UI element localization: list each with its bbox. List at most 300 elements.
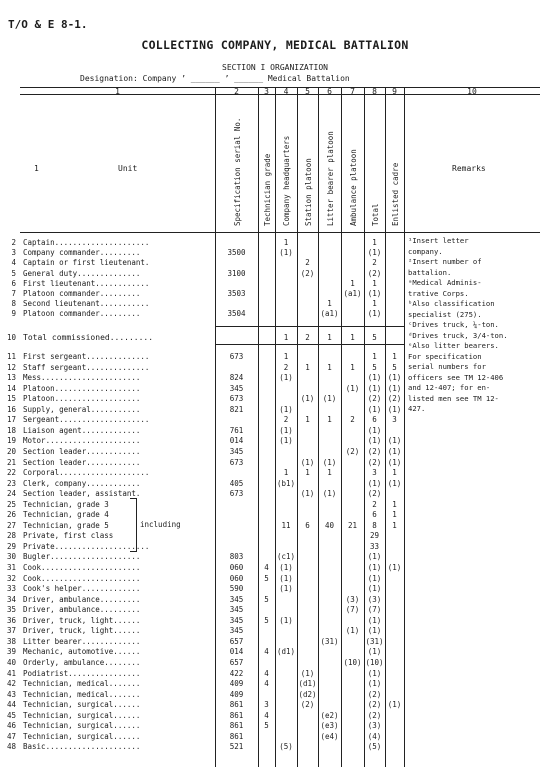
unit-label: Driver, ambulance......... [23,594,141,604]
station-platoon-cell: 2 [305,258,310,268]
litter-bearer-cell: (e2) [320,710,339,720]
serial-number: 345 [229,594,244,604]
unit-label: Litter bearer............. [23,636,141,646]
total-cell: 8 [372,520,377,530]
total-header: Total [370,203,380,226]
litter-bearer-cell: (e3) [320,721,339,731]
litter-bearer-cell: (1) [322,394,337,404]
unit-label: First sergeant.............. [23,352,150,361]
row-number: 6 [11,278,16,288]
unit-header: Unit [118,164,138,173]
row-number: 43 [6,689,16,699]
row-number: 30 [6,552,16,562]
total-cell: (1) [367,373,382,383]
company-hq-cell: 2 [283,362,289,372]
litter-bearer-cell: 1 [327,415,332,425]
unit-label: Technician, grade 3 [23,499,109,509]
total-cell: (1) [367,626,382,636]
remarks-line: trative Corps. [408,288,469,298]
tech-grade-cell: 5 [264,721,269,731]
row-number: 21 [6,457,16,467]
serial-number: 3504 [227,309,246,319]
serial-number: 673 [229,489,244,499]
litter-bearer-cell: 1 [327,362,332,372]
serial-number: 014 [229,647,244,657]
total-cell: 1 [372,278,377,288]
unit-label: Platoon................... [23,383,141,393]
row-number: 11 [6,352,16,361]
unit-label: Technician, medical....... [23,689,141,699]
station-platoon-header: Station platoon [303,158,313,226]
row-number: 41 [6,668,16,678]
remarks-line: For specification [408,351,482,361]
unit-label: Driver, truck, light...... [23,626,141,636]
total-cell: (1) [367,436,382,446]
company-hq-cell: (1) [279,436,293,446]
ambulance-platoon-header: Ambulance platoon [348,149,358,226]
row-number: 36 [6,615,16,625]
column-rule [385,87,386,767]
unit-label: Cook...................... [23,573,141,583]
station-platoon-cell: 2 [305,333,310,342]
unit-label: Clerk, company............ [23,478,141,488]
unit-label: Staff sergeant.............. [23,362,150,372]
company-hq-cell: (1) [279,573,293,583]
serial-number: 673 [229,352,244,361]
station-platoon-cell: (1) [300,489,315,499]
total-cell: (2) [367,394,382,404]
column-number: 2 [234,87,239,96]
total-cell: (3) [367,721,382,731]
total-cell: 5 [372,362,377,372]
unit-label: Mess...................... [23,373,141,383]
column-number: 6 [327,87,332,96]
unit-label: Captain..................... [23,238,150,247]
column-rule [318,87,319,767]
row-number-header: 1 [34,164,39,173]
total-cell: (1) [367,425,382,435]
ambulance-platoon-cell: 1 [350,362,355,372]
remarks-line: 427. [408,404,426,413]
row-number: 14 [6,383,16,393]
serial-number: 821 [229,404,244,414]
station-platoon-cell: (2) [300,268,315,278]
row-number: 17 [6,415,16,425]
total-cell: 33 [369,541,380,551]
row-number: 45 [6,710,16,720]
enlisted-cadre-cell: 1 [392,520,397,530]
total-cell: (2) [367,700,382,710]
total-cell: (7) [367,605,382,615]
column-rule [258,87,259,767]
unit-label: Technician, surgical...... [23,700,141,710]
column-number: 1 [115,87,120,96]
remarks-line: ¹Insert letter [408,236,469,245]
enlisted-cadre-cell: (1) [387,700,402,710]
litter-bearer-cell: 1 [327,333,332,342]
row-number: 32 [6,573,16,583]
column-number: 8 [372,87,377,96]
remarks-line: ᶜDrives truck, ¼-ton. [408,320,499,329]
unit-label: Private..................... [23,541,150,551]
total-cell: (1) [367,309,382,319]
station-platoon-cell: 1 [305,362,310,372]
unit-label: Cook...................... [23,563,141,572]
station-platoon-cell: (1) [300,394,315,404]
serial-number: 861 [229,721,244,731]
total-cell: (1) [367,584,382,594]
column-rule [404,87,405,767]
ambulance-platoon-cell: (1) [345,383,360,393]
ambulance-platoon-cell: (7) [345,605,360,615]
enlisted-cadre-cell: (1) [387,478,402,488]
unit-label: Company commander......... [23,248,141,258]
company-hq-cell: 11 [281,520,291,530]
company-hq-cell: (1) [279,404,293,414]
serial-number: 3500 [227,248,246,258]
row-number: 31 [6,563,16,572]
row-number: 44 [6,700,16,710]
company-hq-cell: (1) [279,373,293,383]
unit-label: General duty.............. [23,268,141,278]
document-title: COLLECTING COMPANY, MEDICAL BATTALION [141,38,409,52]
station-platoon-cell: (2) [300,700,315,710]
unit-label: Captain or first lieutenant. [23,258,150,268]
total-cell: (3) [367,594,382,604]
serial-number: 060 [229,563,244,572]
remarks-line: battalion. [408,267,452,277]
row-number: 19 [6,436,16,446]
serial-number: 761 [229,425,244,435]
enlisted-cadre-cell: 1 [392,499,397,509]
company-hq-cell: (1) [279,425,293,435]
row-number: 15 [6,394,16,404]
serial-number: 657 [229,636,244,646]
row-number: 16 [6,404,16,414]
remarks-line: company. [408,246,443,256]
unit-label: Technician, surgical...... [23,710,141,720]
row-number: 39 [6,647,16,657]
company-hq-cell: (b1) [276,478,296,488]
unit-label: Section leader............ [23,446,141,456]
row-number: 22 [6,468,16,478]
row-number: 29 [6,541,16,551]
station-platoon-cell: (d1) [298,679,317,689]
row-number: 7 [11,289,16,298]
enlisted-cadre-cell: (1) [387,457,402,467]
serial-number: 824 [229,373,244,383]
enlisted-cadre-cell: 1 [392,468,397,478]
section-title: SECTION I ORGANIZATION [222,63,328,72]
total-commissioned-top-rule [215,326,404,327]
litter-bearer-cell: 1 [327,299,332,309]
unit-label: Driver, ambulance......... [23,605,141,615]
column-number: 3 [264,87,269,96]
company-hq-header: Company headquarters [282,135,291,226]
unit-label: Second lieutenant........... [23,299,150,309]
unit-label: Private, first class [23,531,114,541]
total-cell: (1) [367,404,382,414]
unit-label: Platoon commander......... [23,309,141,319]
total-cell: (1) [367,647,382,657]
serial-header: Specification serial No. [232,117,242,226]
row-number: 37 [6,626,16,636]
serial-number: 060 [229,573,244,583]
litter-bearer-header: Litter bearer platoon [325,131,335,226]
total-cell: (5) [367,742,382,752]
serial-number: 405 [229,478,244,488]
ambulance-platoon-cell: (3) [345,594,360,604]
unit-label: Platoon................... [23,394,141,404]
station-platoon-cell: 6 [305,520,310,530]
enlisted-cadre-cell: 1 [392,510,397,520]
serial-number: 590 [229,584,244,594]
tech-grade-header: Technician grade [262,153,272,226]
total-cell: 1 [372,299,377,309]
serial-number: 345 [229,615,244,625]
company-hq-cell: 1 [283,468,289,478]
unit-label: Total commissioned......... [23,333,154,342]
row-number: 24 [6,489,16,499]
total-cell: (2) [367,457,382,467]
serial-number: 657 [229,657,244,667]
enlisted-cadre-cell: 3 [392,415,397,425]
enlisted-cadre-cell: 1 [392,352,397,361]
unit-label: Cook's helper............. [23,584,141,594]
tech-grade-cell: 5 [264,615,269,625]
row-number: 2 [11,238,16,247]
enlisted-cadre-cell: (1) [387,373,402,383]
serial-number: 861 [229,710,244,720]
tech-grade-cell: 4 [264,647,269,657]
row-number: 3 [11,248,16,258]
total-cell: (31) [365,636,384,646]
tech-grade-cell: 3 [264,700,269,710]
company-hq-cell: 2 [283,415,289,425]
total-cell: 5 [372,333,377,342]
total-cell: (1) [367,563,382,572]
row-number: 18 [6,425,16,435]
remarks-line: listed men see TM 12- [408,393,499,403]
enlisted-cadre-cell: (1) [387,404,402,414]
serial-number: 673 [229,457,244,467]
station-platoon-cell: (1) [300,457,315,467]
serial-number: 3100 [227,268,246,278]
row-number: 27 [6,520,16,530]
serial-number: 422 [229,668,244,678]
row-number: 9 [11,309,16,319]
litter-bearer-cell: (e4) [320,731,339,741]
row-number: 26 [6,510,16,520]
unit-label: Technician, surgical...... [23,721,141,731]
serial-number: 345 [229,626,244,636]
remarks-header: Remarks [452,164,486,173]
enlisted-cadre-cell: (2) [387,394,402,404]
total-cell: (2) [367,689,382,699]
enlisted-cadre-cell: (1) [387,563,402,572]
serial-number: 345 [229,383,244,393]
enlisted-cadre-cell: (1) [387,446,402,456]
unit-label: Technician, surgical...... [23,731,141,741]
unit-label: Liaison agent............. [23,425,141,435]
enlisted-cadre-header: Enlisted cadre [390,162,400,226]
remarks-line: ²Insert number of [408,257,482,266]
ambulance-platoon-cell: 1 [350,333,355,342]
unit-label: Sergeant.................... [23,415,150,425]
unit-label: Corporal.................... [23,468,150,478]
unit-label: Bugler.................... [23,552,141,562]
ambulance-platoon-cell: (2) [345,446,360,456]
total-cell: (1) [367,679,382,689]
row-number: 47 [6,731,16,741]
unit-label: Orderly, ambulance........ [23,657,141,667]
station-platoon-cell: 1 [305,415,310,425]
column-number: 10 [467,87,477,96]
company-hq-cell: 1 [283,333,289,342]
station-platoon-cell: (d2) [298,689,317,699]
total-cell: 6 [372,510,377,520]
tech-grade-cell: 4 [264,710,269,720]
column-number: 9 [392,87,397,96]
total-cell: 2 [372,499,377,509]
row-number: 46 [6,721,16,731]
company-hq-cell: (d1) [276,647,296,657]
total-cell: (1) [367,478,382,488]
total-cell: (2) [367,710,382,720]
ambulance-platoon-cell: (1) [345,626,360,636]
total-cell: (2) [367,446,382,456]
total-cell: (1) [367,289,382,298]
column-rule [297,87,298,767]
unit-label: First lieutenant............ [23,278,150,288]
company-hq-cell: (1) [279,563,293,572]
serial-number: 861 [229,731,244,741]
total-cell: (1) [367,668,382,678]
company-hq-cell: (1) [279,584,293,594]
company-hq-cell: 1 [283,352,289,361]
total-cell: 29 [369,531,380,541]
litter-bearer-cell: (a1) [320,309,339,319]
total-cell: (4) [367,731,382,741]
total-cell: (10) [365,657,384,667]
column-number: 5 [305,87,310,96]
serial-number: 673 [229,394,244,404]
company-hq-cell: (1) [279,248,293,258]
unit-label: Technician, grade 4 [23,510,109,520]
remarks-line: serial numbers for [408,362,486,371]
tech-grade-cell: 4 [264,563,269,572]
tech-grade-cell: 4 [264,679,269,689]
row-number: 34 [6,594,16,604]
total-commissioned-bottom-rule [215,344,404,345]
row-number: 40 [6,657,16,667]
document-code: T/O & E 8-1. [8,18,88,31]
litter-bearer-cell: (1) [322,489,337,499]
remarks-line: ᵇAlso classification [408,299,495,308]
total-cell: 6 [372,415,377,425]
unit-label: Technician, grade 5 [23,520,109,530]
total-cell: (1) [367,248,382,258]
column-number: 7 [350,87,355,96]
ambulance-platoon-cell: (10) [343,657,362,667]
remarks-line: ᵈDrives truck, 3/4-ton. [408,330,508,340]
row-number: 42 [6,679,16,689]
tech-grade-cell: 4 [264,668,269,678]
litter-bearer-cell: 40 [324,520,335,530]
serial-number: 861 [229,700,244,710]
column-number: 4 [283,87,289,96]
litter-bearer-cell: 1 [327,468,332,478]
company-hq-cell: 1 [283,238,289,247]
serial-number: 345 [229,605,244,615]
row-number: 4 [11,258,16,268]
litter-bearer-cell: (1) [322,457,337,467]
organization-table [0,84,550,767]
unit-label: Podiatrist................ [23,668,141,678]
unit-label: Technician, medical....... [23,679,141,689]
including-label: including [140,519,181,529]
serial-number: 409 [229,679,244,689]
row-number: 23 [6,478,16,488]
serial-number: 409 [229,689,244,699]
row-number: 20 [6,446,16,456]
remarks-line: and 12-407; for en- [408,383,491,392]
enlisted-cadre-cell: (1) [387,383,402,393]
unit-label: Supply, general........... [23,404,141,414]
total-cell: 2 [372,258,377,268]
remarks-line: officers see TM 12-406 [408,372,504,382]
unit-label: Driver, truck, light...... [23,615,141,625]
tech-grade-cell: 5 [264,594,269,604]
total-cell: (2) [367,489,382,499]
row-number: 28 [6,531,16,541]
header-bottom-rule [20,232,540,233]
unit-label: Basic..................... [23,742,141,752]
remarks-line: ᵉAlso litter bearers. [408,341,499,350]
company-hq-cell: (5) [279,742,293,752]
total-cell: 1 [372,352,377,361]
unit-label: Section leader............ [23,457,141,467]
station-platoon-cell: 1 [305,468,310,478]
serial-number: 521 [229,742,244,752]
row-number: 8 [11,299,16,309]
total-cell: (1) [367,383,382,393]
row-number: 38 [6,636,16,646]
serial-number: 014 [229,436,244,446]
tech-grade-cell: 5 [264,573,269,583]
litter-bearer-cell: (31) [320,636,339,646]
ambulance-platoon-cell: 21 [347,520,358,530]
row-number: 13 [6,373,16,383]
row-number: 35 [6,605,16,615]
serial-number: 803 [229,552,244,562]
total-cell: (1) [367,573,382,583]
company-hq-cell: (c1) [276,552,296,562]
serial-number: 3503 [227,289,246,298]
total-cell: (2) [367,268,382,278]
row-number: 48 [6,742,16,752]
row-number: 10 [6,333,16,342]
company-hq-cell: (1) [279,615,293,625]
total-cell: (1) [367,552,382,562]
total-cell: 3 [372,468,377,478]
enlisted-cadre-cell: 5 [392,362,397,372]
unit-label: Mechanic, automotive...... [23,647,141,657]
total-cell: 1 [372,238,377,247]
row-number: 33 [6,584,16,594]
unit-label: Motor..................... [23,436,141,446]
including-bracket [130,498,137,552]
